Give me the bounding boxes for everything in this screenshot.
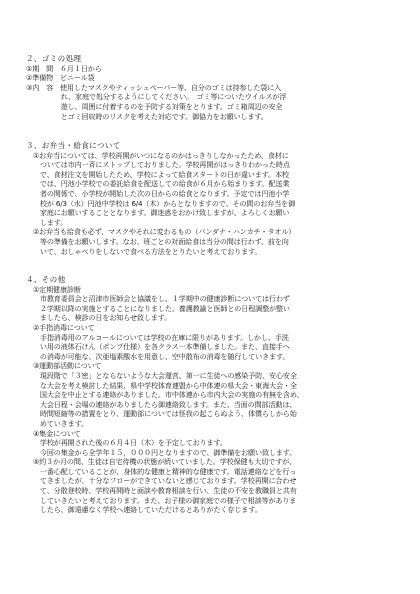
body-text-line: ②準備物 ビニール袋 [26,73,95,83]
body-text-line: れ、家庭で処分するようにしてください。 ゴミ等についたウイルスが浮 [26,92,287,102]
body-text-line: ①定期健康診断 [26,284,81,294]
body-text-line: ついては市内一斉にストップしておりました。学校再開がはっきりわかった時点 [26,160,290,170]
body-text-line: 者の関係で、小学校が開始した次の日からの給食となります。予定では円池小学 [26,188,290,198]
body-text-line: 等の準備をお願いします。なお、班ごとの対面給食は当分の間は行わず、前を向 [26,236,289,246]
body-text-line: ④集金について [26,428,81,438]
body-text-line: ましたら、検診の日をお知らせ致します。 [26,313,172,323]
body-text-line: 現段階で「３密」とならないような大会運営、第一に生徒への感染予防、安心安全 [26,370,297,380]
body-text-line: 家庭にお願いすることとなります。御迷惑をおかけ致しますが、よろしくお願い [26,208,290,218]
body-text-line: 遊し、周囲に付着するのを予防する対策をとります。ゴミ箱周辺の安全 [26,101,283,111]
body-text-line: ⑤約３か月の間、生徒は自宅待機の状態が続いていました。学校保健も大切ですが、 [26,457,297,467]
body-text-line: 国大会を中止とする連絡がありました。市中体連から市内大会の実施の有無を含め、 [26,390,304,400]
body-text-line: ①期 間 ６月１日から [26,63,102,73]
body-text-line: 市教育委員会と沼津市医師会と協議をし、１学期中の健康診断については行わず [26,294,290,304]
body-text-line: します。 [26,217,68,227]
body-text-line: したら、御遠慮なく学校へ連絡していただけるとありがたく存じます。 [26,505,262,515]
body-text-line: な大会を考え検討した結果、県中学校体育連盟から中体連の県大会・東海大会・全 [26,380,297,390]
body-text-line: 大会日程・会場の連絡がありましたら御連絡致します。また、当面の間部活動は、 [26,399,297,409]
body-text-line: とゴミ回収時のリスクを考えた対応です。御協力をお願いします。 [26,111,268,121]
body-text-line: てきましたが、十分なフローができていないと感じております。学校再開に合わせ [26,476,297,486]
body-text-line: 今回の集金から全学年１５，０００円となりますので、御準備をお願い致します。 [26,447,297,457]
body-text-line: めていきます。 [26,418,88,428]
body-text-line: 一番心配していることが、身体的な健康と精神的な健康です。電話連絡などを行っ [26,466,297,476]
document-page [26,0,398,594]
body-text-line: ③内 容 使用したマスクやティッシュペーパー等、自分のゴミは持参した袋に入 [26,82,282,92]
body-text-line: 学校が再開された後の６月４日（木）を予定しております。 [26,438,227,448]
section-lunch [26,141,398,256]
body-text-line: 時間短縮等の措置をとり、運動部については怪我の起こらぬよう、体慣らしから始 [26,409,297,419]
section-heading: ４、その他 [26,275,66,284]
body-text-line: 校が 6/3（水）円池中学校は 6/4（木）からとなりますので、その間のお弁当を御 [26,198,296,208]
body-text-line: いて、おしゃべりをしないで食べる方法をとりたいと考えております。 [26,246,262,256]
section-heading: ２、ゴミの処理 [26,54,82,63]
body-text-line: 手指消毒用のアルコールについては学校の在庫に限りがあります。しかし、手洗 [26,332,289,342]
body-text-line: ①お弁当については、学校再開がいつになるのかはっきりしなかったため、食材に [26,150,289,160]
body-text-line: ②お弁当も給食も必ず、マスクやそれに変わるもの（バンダナ・ハンカチ・タオル） [26,227,296,237]
body-text-line: の消毒が可能な、次亜塩素酸水を用意し、空中散布の消毒を随行していきます。 [26,351,290,361]
body-text-line: ②手指消毒について [26,322,95,332]
body-text-line: ２学期以降の実施とすることになりました。養護教諭と医師との日程調整が整い [26,303,290,313]
body-text-line: していきたいと考えております。また、お子様の御家庭での様子で相談等がありま [26,495,297,505]
body-text-line: では、円池小学校での委託給食を配送しての給食が６月から始まります。配送業 [26,179,290,189]
section-garbage-disposal [26,54,398,121]
body-text-line: ③運動部活動について [26,361,102,371]
body-text-line: で、食材注文を開始したため、学校によって給食スタートの日が違います。本校 [26,169,289,179]
body-text-line: て、分散登校時、学校再開時と面談や教育相談を行い、生徒の不安を教職員と共有 [26,486,297,496]
section-heading: ３、お弁当・給食について [26,141,121,150]
body-text-line: い用の液体石けん（ポンプ仕様）を各クラス一本準備しました。また、直接手へ [26,342,290,352]
section-other [26,275,398,515]
